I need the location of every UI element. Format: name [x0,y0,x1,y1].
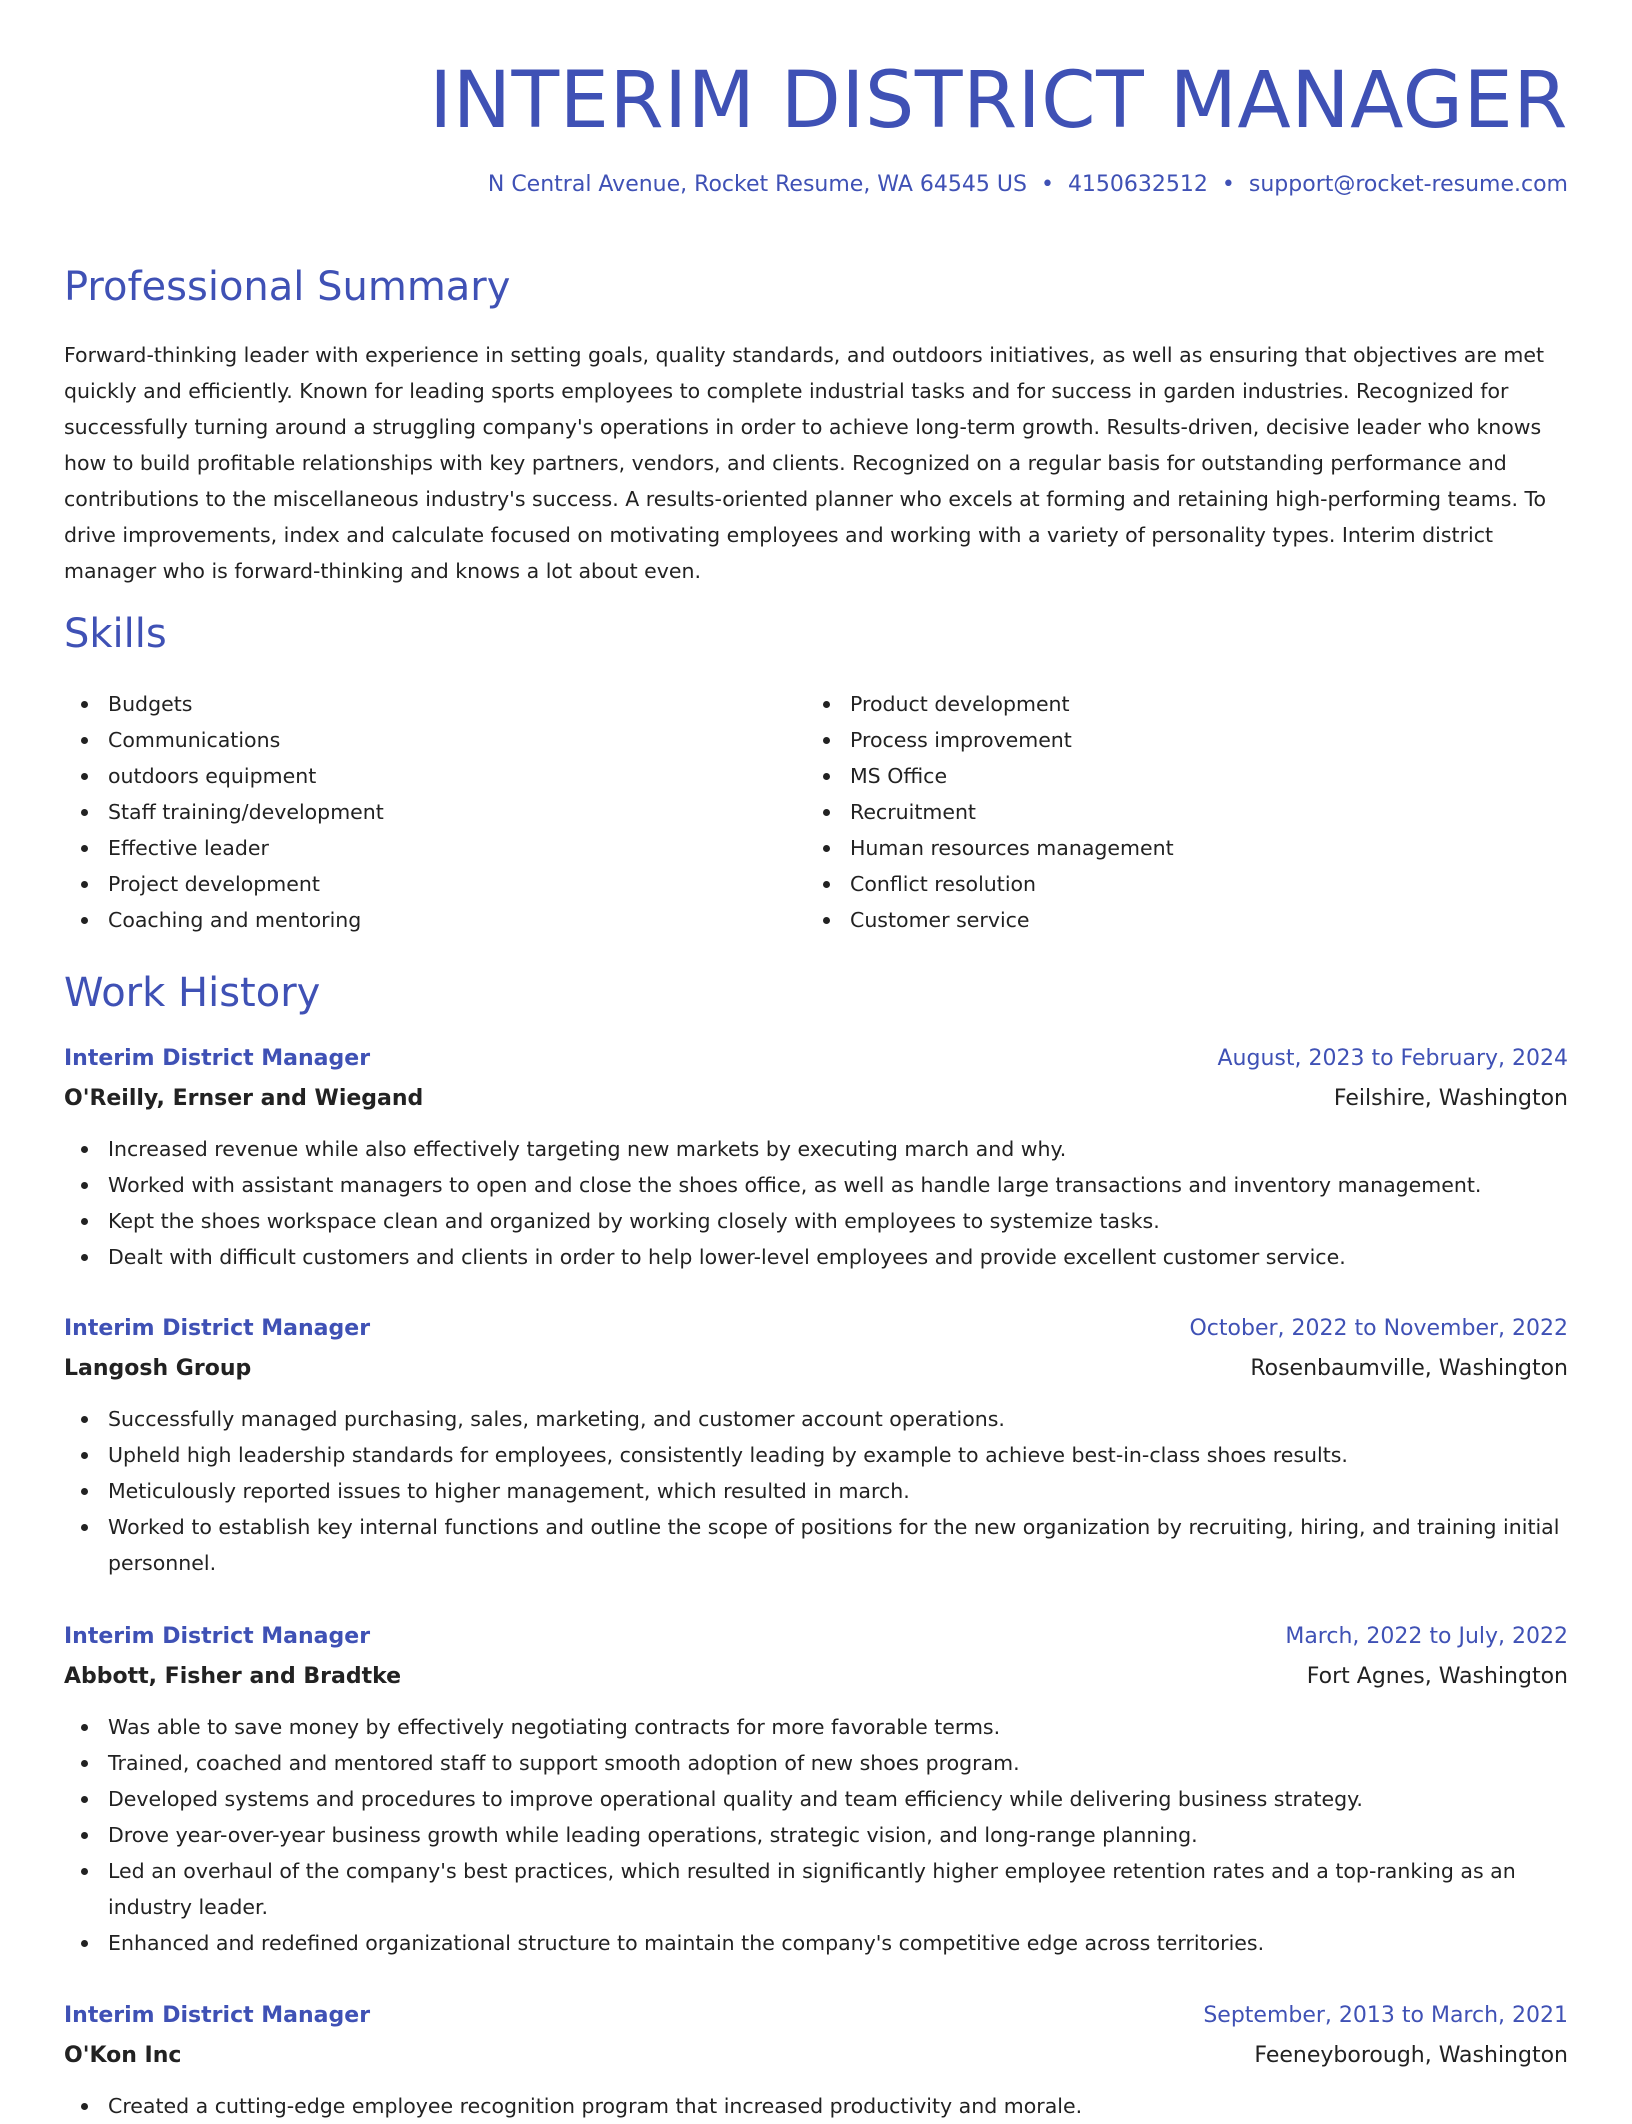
job-dates: October, 2022 to November, 2022 [1189,1316,1568,1341]
contact-line [64,174,1568,196]
job-bullets [64,1709,1568,1961]
job-bullet: Worked to establish key internal functions and outline the scope of positions for the new organization by recruiting, hiring, and training initial personnel. [64,1509,1568,1581]
job-title: Interim District Manager [64,1316,371,1341]
skill-item: Budgets [64,686,806,722]
job-company: Abbott, Fisher and Bradtke [64,1664,402,1689]
job-header-row [64,1309,1568,1349]
job-bullet: Kept the shoes workspace clean and organized by working closely with employees to systemize tasks. [64,1203,1568,1239]
job-bullet: Led an overhaul of the company's best practices, which resulted in significantly higher employee retention rates and a top-ranking as an industry leader. [64,1853,1568,1925]
skill-item: Communications [64,722,806,758]
resume-name-title: INTERIM DISTRICT MANAGER [429,56,1568,146]
contact-phone: 4150632512 [1067,172,1208,197]
section-heading-work-history: Work History [64,970,321,1016]
job-bullet: Was able to save money by effectively negotiating contracts for more favorable terms. [64,1709,1568,1745]
job-bullet: Enhanced and redefined organizational structure to maintain the company's competitive edge across territories. [64,1925,1568,1961]
job-header-row [64,1039,1568,1079]
job-company-row [64,1079,1568,1119]
job-bullet: Upheld high leadership standards for employees, consistently leading by example to achieve best-in-class shoes results. [64,1437,1568,1473]
job-title: Interim District Manager [64,2003,371,2028]
job-bullets [64,1401,1568,1581]
skills-list-left [64,686,806,938]
job-location: Fort Agnes, Washington [1306,1664,1568,1689]
job-bullet: Dealt with difficult customers and clients in order to help lower-level employees and provide excellent customer service. [64,1239,1568,1275]
job-bullet: Increased revenue while also effectively targeting new markets by executing march and why. [64,1131,1568,1167]
summary-text: Forward-thinking leader with experience in setting goals, quality standards, and outdoors initiatives, as well as ensuring that objectives are met quickly and efficiently. Known for leading sports employees to complete industrial tasks and for success in garden industries. Recognized for successfully turning around a struggling company's operations in order to achieve long-term growth. Results-driven, decisive leader who knows how to build profitable relationships with key partners, vendors, and clients. Recognized on a regular basis for outstanding performance and contributions to the miscellaneous industry's success. A results-oriented planner who excels at forming and retaining high-performing teams. To drive improvements, index and calculate focused on motivating employees and working with a variety of personality types. Interim district manager who is forward-thinking and knows a lot about even. [64,343,1547,583]
job-title: Interim District Manager [64,1046,371,1071]
job-bullet: Successfully managed purchasing, sales, marketing, and customer account operations. [64,1401,1568,1437]
job-bullet: Drove year-over-year business growth while leading operations, strategic vision, and long-range planning. [64,1817,1568,1853]
skill-item: MS Office [806,758,1568,794]
job-company-row [64,2036,1568,2076]
job-bullet: Meticulously reported issues to higher management, which resulted in march. [64,1473,1568,1509]
skill-item: Project development [64,866,806,902]
skill-item: outdoors equipment [64,758,806,794]
skill-item: Coaching and mentoring [64,902,806,938]
skill-item: Product development [806,686,1568,722]
job-bullets [64,2088,1568,2124]
job-entry [64,1309,1568,1581]
job-bullet: Trained, coached and mentored staff to support smooth adoption of new shoes program. [64,1745,1568,1781]
skill-item: Conflict resolution [806,866,1568,902]
skill-item: Recruitment [806,794,1568,830]
job-bullet: Created a cutting-edge employee recognition program that increased productivity and morale. [64,2088,1568,2124]
job-location: Rosenbaumville, Washington [1250,1356,1568,1381]
skills-grid [64,686,1568,938]
contact-separator: • [1040,172,1054,197]
job-dates: September, 2013 to March, 2021 [1203,2003,1568,2028]
job-header-row [64,1996,1568,2036]
contact-separator: • [1221,172,1235,197]
skill-item: Customer service [806,902,1568,938]
job-company-row [64,1349,1568,1389]
job-dates: August, 2023 to February, 2024 [1217,1046,1568,1071]
contact-address: N Central Avenue, Rocket Resume, WA 64545 US [487,172,1027,197]
section-heading-summary: Professional Summary [64,264,511,310]
job-bullet: Developed systems and procedures to improve operational quality and team efficiency while delivering business strategy. [64,1781,1568,1817]
job-entry [64,1996,1568,2124]
job-company: Langosh Group [64,1356,252,1381]
job-location: Feeneyborough, Washington [1254,2043,1568,2068]
job-company: O'Kon Inc [64,2043,182,2068]
skills-list-right [806,686,1568,938]
skill-item: Human resources management [806,830,1568,866]
job-header-row [64,1617,1568,1657]
job-location: Feilshire, Washington [1333,1086,1568,1111]
section-heading-skills: Skills [64,611,167,657]
job-company-row [64,1657,1568,1697]
job-title: Interim District Manager [64,1624,371,1649]
job-bullets [64,1131,1568,1275]
job-dates: March, 2022 to July, 2022 [1285,1624,1568,1649]
skill-item: Effective leader [64,830,806,866]
skill-item: Process improvement [806,722,1568,758]
job-company: O'Reilly, Ernser and Wiegand [64,1086,424,1111]
resume-page [64,0,1568,2118]
skill-item: Staff training/development [64,794,806,830]
contact-email: support@rocket-resume.com [1248,172,1568,197]
job-entry [64,1617,1568,1961]
job-bullet: Worked with assistant managers to open and close the shoes office, as well as handle large transactions and inventory management. [64,1167,1568,1203]
job-entry [64,1039,1568,1275]
